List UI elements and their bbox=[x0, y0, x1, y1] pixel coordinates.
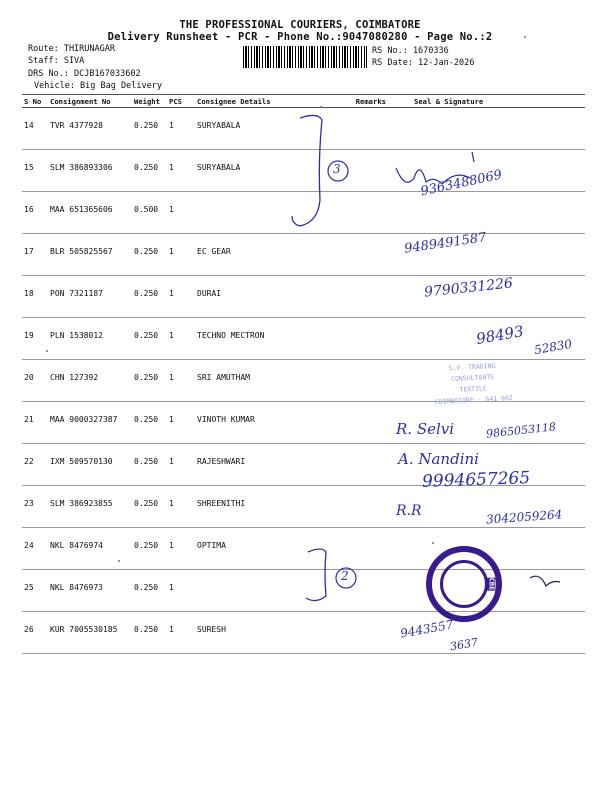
row-consignment: CHN 127392 bbox=[48, 360, 132, 402]
row-remarks bbox=[352, 234, 388, 276]
route-label: Route: THIRUNAGAR bbox=[28, 44, 115, 54]
row-weight: 0.250 bbox=[132, 318, 167, 360]
row-weight: 0.250 bbox=[132, 150, 167, 192]
col-remarks: Remarks bbox=[352, 95, 388, 108]
row-weight: 0.250 bbox=[132, 570, 167, 612]
row-sno: 21 bbox=[22, 402, 48, 444]
row-consignee: SURYABALA bbox=[195, 150, 352, 192]
handwritten-phone-15: 9363488069 bbox=[419, 167, 504, 200]
row-consignee: SURESH bbox=[195, 612, 352, 654]
col-sno: S No bbox=[22, 95, 48, 108]
row-pcs: 1 bbox=[167, 444, 195, 486]
row-remarks bbox=[352, 570, 388, 612]
handwritten-phone-26: 9443557 bbox=[399, 617, 455, 641]
row-sno: 17 bbox=[22, 234, 48, 276]
col-pcs: PCS bbox=[167, 95, 195, 108]
row-pcs: 1 bbox=[167, 612, 195, 654]
row-remarks bbox=[352, 192, 388, 234]
stray-dot bbox=[432, 542, 434, 544]
row-pcs: 1 bbox=[167, 486, 195, 528]
row-remarks bbox=[352, 276, 388, 318]
row-sno: 19 bbox=[22, 318, 48, 360]
row-pcs: 1 bbox=[167, 150, 195, 192]
stray-dot bbox=[118, 560, 120, 562]
faded-stamp-line: COIMBATORE - 641 002 bbox=[434, 393, 514, 407]
row-remarks bbox=[352, 612, 388, 654]
handwritten-name-22: A. Nandini bbox=[398, 450, 479, 468]
count-mark-1: 3 bbox=[333, 162, 341, 176]
table-header-row bbox=[22, 95, 585, 108]
runsheet-title: Delivery Runsheet - PCR - Phone No.:9047080280 - Page No.:2 bbox=[107, 31, 493, 43]
row-consignment: TVR 4377928 bbox=[48, 108, 132, 150]
seal-side-text: CBE bbox=[487, 577, 496, 591]
row-pcs: 1 bbox=[167, 360, 195, 402]
row-consignment: MAA 651365606 bbox=[48, 192, 132, 234]
row-remarks bbox=[352, 108, 388, 150]
row-weight: 0.500 bbox=[132, 192, 167, 234]
row-pcs: 1 bbox=[167, 108, 195, 150]
row-weight: 0.250 bbox=[132, 612, 167, 654]
row-pcs: 1 bbox=[167, 192, 195, 234]
row-consignee: TECHNO MECTRON bbox=[195, 318, 352, 360]
row-consignee: RAJESHWARI bbox=[195, 444, 352, 486]
row-remarks bbox=[352, 360, 388, 402]
table-row bbox=[22, 234, 585, 276]
stray-dot bbox=[524, 36, 526, 38]
count-mark-2: 2 bbox=[341, 569, 349, 583]
col-consignment: Consignment No bbox=[48, 95, 132, 108]
table-row bbox=[22, 192, 585, 234]
stray-dot bbox=[46, 350, 48, 352]
faded-stamp bbox=[407, 359, 539, 414]
row-consignee: SHREENITHI bbox=[195, 486, 352, 528]
row-weight: 0.250 bbox=[132, 486, 167, 528]
row-consignee: EC GEAR bbox=[195, 234, 352, 276]
row-pcs: 1 bbox=[167, 402, 195, 444]
row-sno: 25 bbox=[22, 570, 48, 612]
col-weight: Weight bbox=[132, 95, 167, 108]
table-row bbox=[22, 528, 585, 570]
row-consignment: NKL 8476974 bbox=[48, 528, 132, 570]
row-consignment: NKL 8476973 bbox=[48, 570, 132, 612]
row-pcs: 1 bbox=[167, 234, 195, 276]
handwritten-name-21: R. Selvi bbox=[396, 420, 455, 438]
row-consignee bbox=[195, 192, 352, 234]
row-remarks bbox=[352, 486, 388, 528]
faded-stamp-line: S.V. TRADING bbox=[448, 361, 496, 373]
row-weight: 0.250 bbox=[132, 360, 167, 402]
row-weight: 0.250 bbox=[132, 276, 167, 318]
row-pcs: 1 bbox=[167, 318, 195, 360]
row-pcs: 1 bbox=[167, 570, 195, 612]
handwritten-phone-18: 9790331226 bbox=[423, 275, 514, 301]
row-consignment: MAA 9000327387 bbox=[48, 402, 132, 444]
row-remarks bbox=[352, 150, 388, 192]
row-sno: 20 bbox=[22, 360, 48, 402]
row-pcs: 1 bbox=[167, 528, 195, 570]
row-consignee: SRI AMUTHAM bbox=[195, 360, 352, 402]
row-pcs: 1 bbox=[167, 276, 195, 318]
col-signature: Seal & Signature bbox=[388, 95, 585, 108]
row-consignment: IXM 509570130 bbox=[48, 444, 132, 486]
stray-dot bbox=[320, 106, 322, 108]
seal-inner-ring bbox=[440, 560, 488, 608]
row-consignment: SLM 386893306 bbox=[48, 150, 132, 192]
row-sno: 15 bbox=[22, 150, 48, 192]
row-weight: 0.250 bbox=[132, 402, 167, 444]
row-weight: 0.250 bbox=[132, 234, 167, 276]
rs-number: RS No.: 1670336 bbox=[372, 46, 449, 56]
row-consignment: BLR 505825567 bbox=[48, 234, 132, 276]
row-sno: 14 bbox=[22, 108, 48, 150]
company-title: THE PROFESSIONAL COURIERS, COIMBATORE bbox=[179, 19, 421, 31]
row-consignee: OPTIMA bbox=[195, 528, 352, 570]
row-sno: 16 bbox=[22, 192, 48, 234]
faded-stamp-line: CONSULTANTS bbox=[450, 372, 495, 384]
handwritten-phone-21: 9865053118 bbox=[485, 420, 557, 441]
row-consignee: SURYABALA bbox=[195, 108, 352, 150]
row-consignment: KUR 7005530185 bbox=[48, 612, 132, 654]
row-weight: 0.250 bbox=[132, 444, 167, 486]
row-signature bbox=[388, 192, 585, 234]
table-row bbox=[22, 108, 585, 150]
row-sno: 24 bbox=[22, 528, 48, 570]
table-row bbox=[22, 612, 585, 654]
handwritten-phone-22: 9994657265 bbox=[421, 468, 531, 492]
handwritten-phone-23: 3042059264 bbox=[485, 507, 563, 527]
row-sno: 26 bbox=[22, 612, 48, 654]
row-sno: 23 bbox=[22, 486, 48, 528]
handwritten-phone-26b: 3637 bbox=[449, 635, 479, 654]
row-remarks bbox=[352, 528, 388, 570]
handwritten-name-23: R.R bbox=[396, 503, 422, 519]
faded-stamp-line: TEXTILE bbox=[459, 384, 488, 394]
rs-date: RS Date: 12-Jan-2026 bbox=[372, 58, 475, 68]
vehicle-label: Vehicle: Big Bag Delivery bbox=[34, 81, 162, 91]
handwritten-phone-19: 98493 bbox=[474, 321, 525, 349]
row-remarks bbox=[352, 318, 388, 360]
handwritten-phone-19b: 52830 bbox=[533, 336, 574, 358]
col-consignee: Consignee Details bbox=[195, 95, 352, 108]
row-sno: 22 bbox=[22, 444, 48, 486]
handwritten-phone-17: 9489491587 bbox=[403, 230, 488, 257]
row-remarks bbox=[352, 402, 388, 444]
row-consignment: SLM 386923855 bbox=[48, 486, 132, 528]
barcode bbox=[243, 46, 367, 68]
row-consignment: PLN 1538012 bbox=[48, 318, 132, 360]
row-signature bbox=[388, 108, 585, 150]
row-consignment: PON 7321187 bbox=[48, 276, 132, 318]
drs-number: DRS No.: DCJB167033602 bbox=[28, 69, 141, 79]
row-sno: 18 bbox=[22, 276, 48, 318]
row-consignee bbox=[195, 570, 352, 612]
row-weight: 0.250 bbox=[132, 528, 167, 570]
round-seal-stamp bbox=[426, 546, 502, 622]
row-remarks bbox=[352, 444, 388, 486]
row-consignee: VINOTH KUMAR bbox=[195, 402, 352, 444]
staff-label: Staff: SIVA bbox=[28, 56, 85, 66]
row-weight: 0.250 bbox=[132, 108, 167, 150]
row-consignee: DURAI bbox=[195, 276, 352, 318]
